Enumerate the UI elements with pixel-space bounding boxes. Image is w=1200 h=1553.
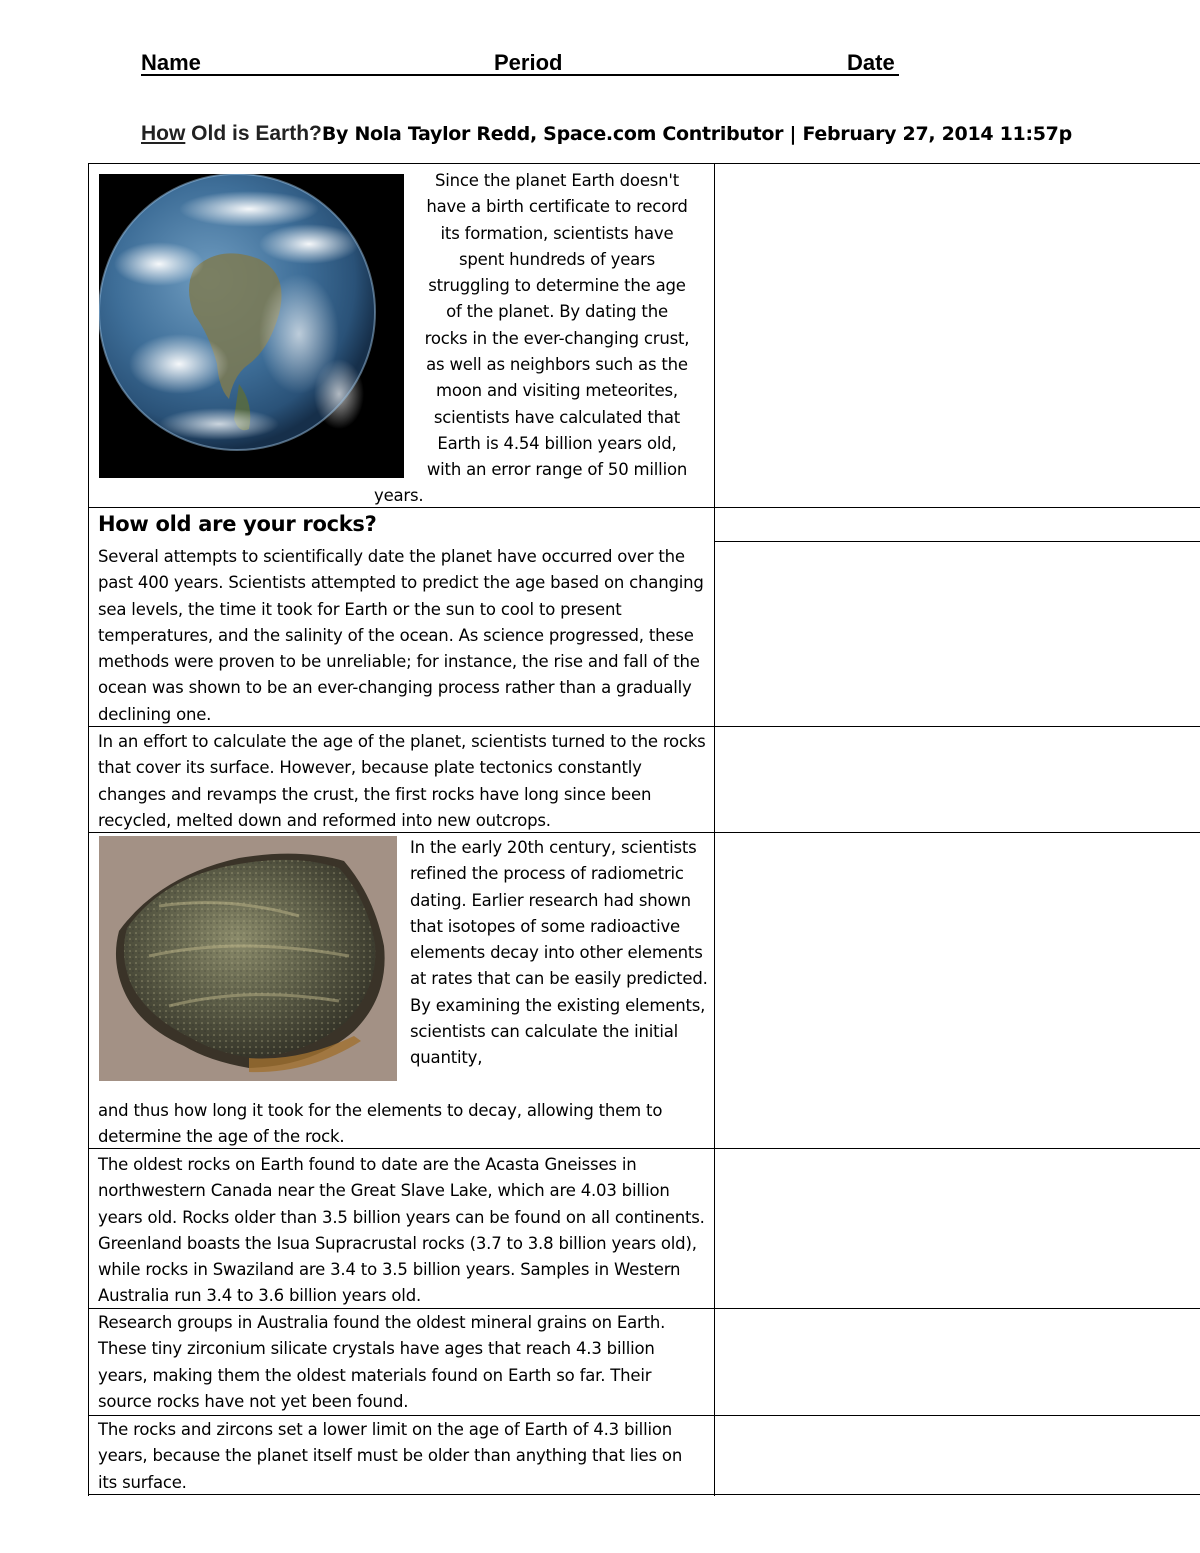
article-title [141, 122, 1072, 146]
section-heading: How old are your rocks? [98, 512, 377, 536]
header-underline [141, 74, 899, 76]
rock-photo [99, 836, 397, 1081]
table-rule [88, 507, 1200, 508]
notes-rule [715, 541, 1200, 542]
intro-line: spent hundreds of years [458, 249, 656, 269]
intro-line: its formation, scientists have [440, 223, 674, 243]
table-border-left [88, 163, 89, 1496]
table-rule [88, 163, 1200, 164]
student-info-line [141, 50, 899, 80]
date-label: Date [847, 50, 895, 75]
period-label: Period [494, 50, 563, 75]
intro-tail: years. [374, 486, 424, 505]
intro-line: of the planet. By dating the [446, 302, 668, 322]
intro-line: moon and visiting meteorites, [436, 381, 678, 401]
paragraph-oldest-rocks: The oldest rocks on Earth found to date are the Acasta Gneisses in northwestern Canada near the Great Slave Lake, which are 4.03 billion years old. Rocks older than 3.5 billion years can be found on all continents. Greenland boasts the Isua Supracrustal rocks (3.7 to 3.8 billion years old), while rocks in Swaziland are 3.4 to 3.5 billion years. Samples in Western Australia run 3.4 to 3.6 billion years old. [98, 1155, 705, 1306]
title-how: How [141, 122, 186, 145]
earth-photo [99, 174, 404, 478]
paragraph-radiometric-tail: and thus how long it took for the elements to decay, allowing them to determine the age of the rock. [98, 1101, 663, 1147]
intro-line: scientists have calculated that [433, 407, 681, 427]
intro-line: struggling to determine the age [428, 276, 686, 296]
paragraph-lower-limit: The rocks and zircons set a lower limit on the age of Earth of 4.3 billion years, because the planet itself must be older than anything that lies on its surface. [98, 1420, 683, 1492]
table-column-divider [714, 163, 715, 1496]
paragraph-rocks-surface: In an effort to calculate the age of the planet, scientists turned to the rocks that cover its surface. However, because plate tectonics constantly changes and revamps the crust, the first rocks have long since been recycled, melted down and reformed into new outcrops. [98, 732, 706, 830]
name-label: Name [141, 50, 201, 75]
intro-line: rocks in the ever-changing crust, [424, 328, 690, 348]
paragraph-radiometric-dating: In the early 20th century, scientists refined the process of radiometric dating. Earlier research had shown that isotopes of some radioactive elements decay into other elements at rates that can be easily predicted. By examining the existing elements, scientists can calculate the initial quantity, [410, 838, 708, 1068]
title-rest: Old is Earth? [185, 122, 322, 145]
intro-line: Earth is 4.54 billion years old, [437, 433, 677, 453]
intro-line: have a birth certificate to record [426, 197, 688, 217]
intro-line: as well as neighbors such as the [426, 355, 688, 375]
intro-line: Since the planet Earth doesn't [434, 171, 680, 190]
intro-paragraph [407, 168, 707, 484]
intro-line: with an error range of 50 million [426, 460, 688, 480]
title-byline: By Nola Taylor Redd, Space.com Contributor | February 27, 2014 11:57p [321, 123, 1072, 145]
paragraph-dating-attempts: Several attempts to scientifically date the planet have occurred over the past 400 years. Scientists attempted to predict the age based on changing sea levels, the time it took for Earth or the sun to cool to present temperatures, and the salinity of the ocean. As science progressed, these methods were proven to be unreliable; for instance, the rise and fall of the ocean was shown to be an ever-changing process rather than a gradually declining one. [98, 547, 704, 724]
paragraph-mineral-grains: Research groups in Australia found the oldest mineral grains on Earth. These tiny zirconium silicate crystals have ages that reach 4.3 billion years, making them the oldest materials found on Earth so far. Their source rocks have not yet been found. [98, 1313, 666, 1411]
